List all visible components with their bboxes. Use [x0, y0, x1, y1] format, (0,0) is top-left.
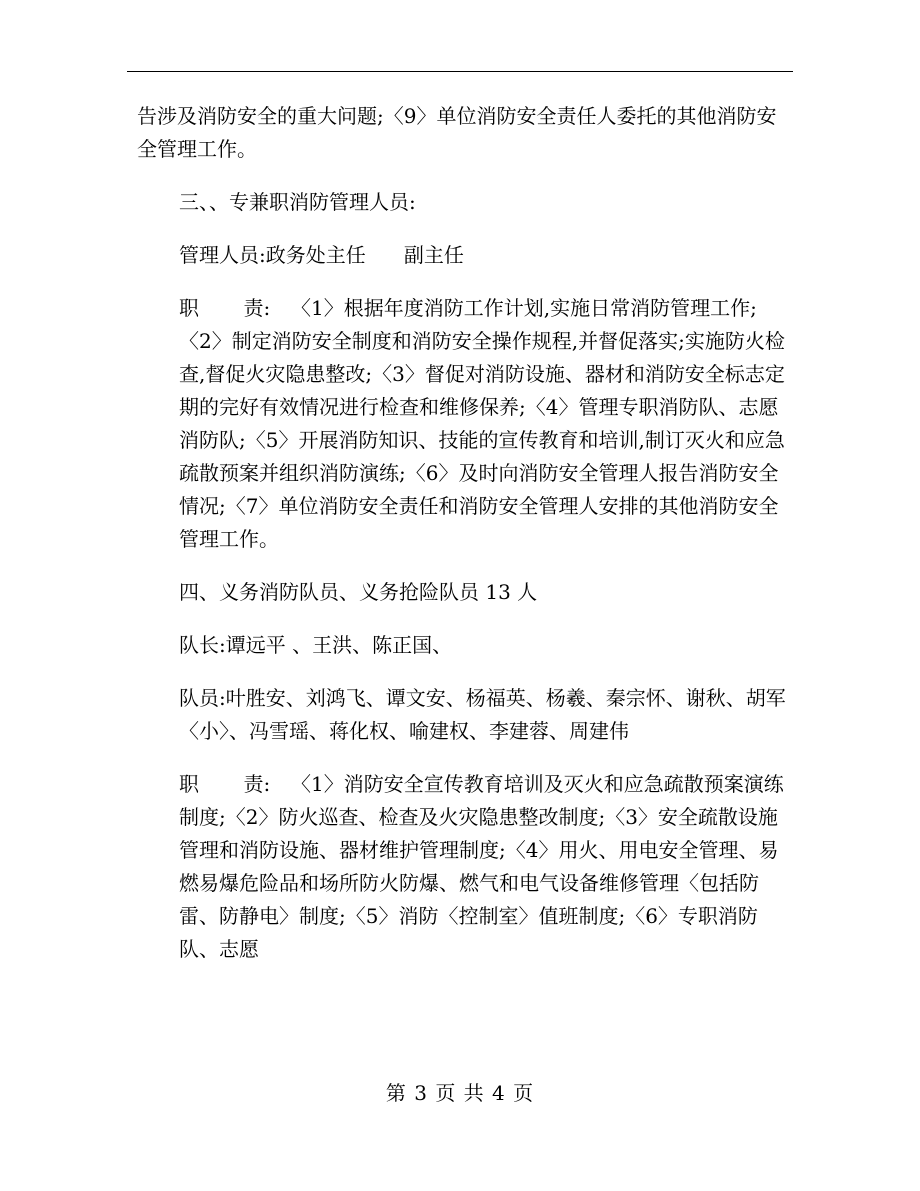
section-3-managers: [137, 239, 791, 272]
duty-label: 职 责:: [179, 772, 271, 796]
section-4-duties: [137, 768, 791, 966]
paragraph-continuation: 告涉及消防安全的重大问题;〈9〉单位消防安全责任人委托的其他消防安全管理工作。: [137, 104, 777, 161]
section-4-leaders: 队长:谭远平 、王洪、陈正国、: [179, 633, 453, 657]
duty-text: 〈1〉消防安全宣传教育培训及灭火和应急疏散预案演练制度;〈2〉防火巡查、检查及火灾隐患整改制度;〈3〉安全疏散设施管理和消防设施、器材维护管理制度;〈4〉用火、用电安全管理、易燃易爆危险品和场所防火防爆、燃气和电气设备维修管理〈包括防雷、防静电〉制度;〈5〉消防〈控制室〉值班制度;〈6〉专职消防队、志愿: [179, 772, 784, 961]
managers-prefix: 管理人员:政务处主任: [179, 243, 366, 267]
section-4-members: 队员:叶胜安、刘鸿飞、谭文安、杨福英、杨羲、秦宗怀、谢秋、胡军〈小〉、冯雪瑶、蒋化权、喻建权、李建蓉、周建伟: [179, 686, 786, 743]
duty-label: 职 责:: [179, 296, 271, 320]
document-body: [137, 100, 791, 986]
duty-text: 〈1〉根据年度消防工作计划,实施日常消防管理工作;〈2〉制定消防安全制度和消防安全操作规程,并督促落实;实施防火检查,督促火灾隐患整改;〈3〉督促对消防设施、器材和消防安全标志定期的完好有效情况进行检查和维修保养;〈4〉管理专职消防队、志愿消防队;〈5〉开展消防知识、技能的宣传教育和培训,制订灭火和应急疏散预案并组织消防演练;〈6〉及时向消防安全管理人报告消防安全情况;〈7〉单位消防安全责任和消防安全管理人安排的其他消防安全管理工作。: [179, 296, 785, 551]
section-3-heading: 三、、专兼职消防管理人员:: [179, 190, 416, 214]
header-rule: [127, 71, 793, 72]
section-3-duties: [137, 292, 791, 556]
section-4-heading: 四、义务消防队员、义务抢险队员 13 人: [179, 580, 538, 604]
managers-suffix: 副主任: [403, 243, 464, 267]
page-footer: 第 3 页 共 4 页: [385, 1081, 535, 1105]
